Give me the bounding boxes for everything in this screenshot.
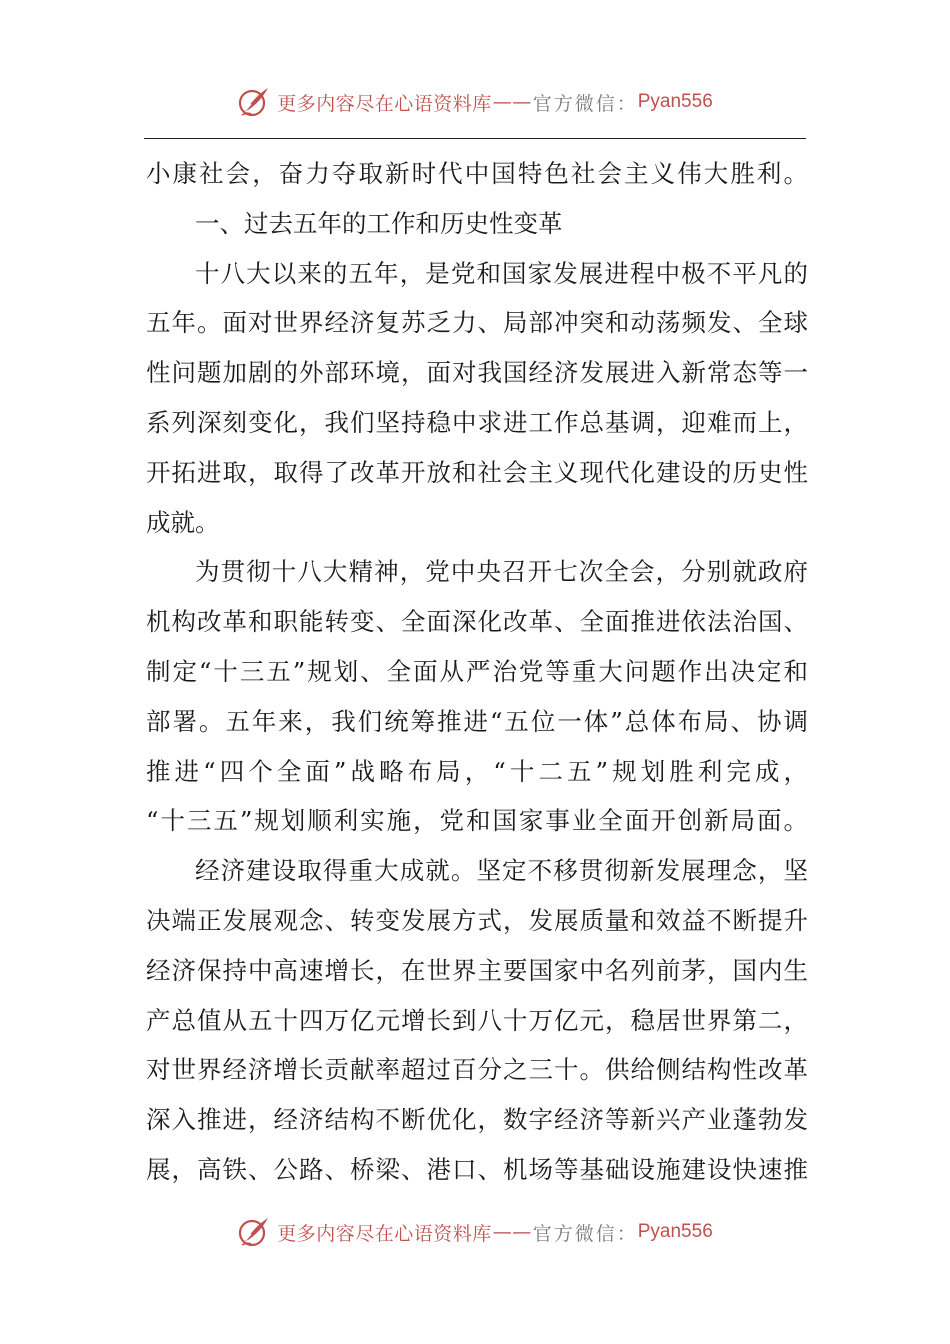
footer-banner (0, 1212, 950, 1252)
text-line: 部署。五年来，我们统筹推进“五位一体”总体布局、协调 (146, 706, 808, 736)
text-line: 小康社会，奋力夺取新时代中国特色社会主义伟大胜利。 (146, 159, 808, 188)
text-line: 成就。 (146, 507, 220, 537)
text-line: 对世界经济增长贡献率超过百分之三十。供给侧结构性改革 (146, 1055, 808, 1085)
quill-pen-logo-icon (237, 1215, 271, 1249)
text-line: 经济保持中高速增长，在世界主要国家中名列前茅，国内生 (146, 955, 808, 985)
text-line: 性问题加剧的外部环境，面对我国经济发展进入新常态等一 (146, 358, 808, 388)
banner-slogan: 更多内容尽在心语资料库 (277, 1222, 492, 1245)
header-banner (0, 82, 950, 122)
banner-dash: —— (492, 1221, 532, 1243)
quill-pen-logo-icon (237, 85, 271, 119)
text-line: 深入推进，经济结构不断优化，数字经济等新兴产业蓬勃发 (146, 1105, 808, 1135)
document-body (146, 149, 808, 1195)
banner-slogan: 更多内容尽在心语资料库 (277, 92, 492, 115)
banner-wechat-id: Pyan556 (637, 91, 713, 112)
text-line: 机构改革和职能转变、全面深化改革、全面推进依法治国、 (146, 607, 808, 637)
banner-dash: —— (492, 91, 532, 113)
text-line: “十三五”规划顺利实施，党和国家事业全面开创新局面。 (146, 806, 808, 836)
text-line: 五年。面对世界经济复苏乏力、局部冲突和动荡频发、全球 (146, 308, 808, 338)
text-line: 展，高铁、公路、桥梁、港口、机场等基础设施建设快速推 (146, 1154, 808, 1184)
text-line: 为贯彻十八大精神，党中央召开七次全会，分别就政府 (195, 557, 808, 587)
text-line: 制定“十三五”规划、全面从严治党等重大问题作出决定和 (146, 656, 808, 686)
text-line: 系列深刻变化，我们坚持稳中求进工作总基调，迎难而上， (146, 407, 808, 437)
text-line: 推进“四个全面”战略布局，“十二五”规划胜利完成， (146, 756, 808, 786)
header-rule (144, 138, 806, 139)
text-line: 产总值从五十四万亿元增长到八十万亿元，稳居世界第二， (146, 1005, 808, 1035)
section-heading: 一、过去五年的工作和历史性变革 (195, 208, 563, 238)
text-line: 经济建设取得重大成就。坚定不移贯彻新发展理念，坚 (195, 856, 808, 886)
banner-official-label: 官方微信： (532, 1222, 638, 1245)
banner-wechat-id: Pyan556 (637, 1221, 713, 1242)
text-line: 十八大以来的五年，是党和国家发展进程中极不平凡的 (195, 258, 808, 288)
banner-official-label: 官方微信： (532, 92, 638, 115)
text-line: 决端正发展观念、转变发展方式，发展质量和效益不断提升 (146, 905, 808, 935)
text-line: 开拓进取，取得了改革开放和社会主义现代化建设的历史性 (146, 457, 808, 487)
